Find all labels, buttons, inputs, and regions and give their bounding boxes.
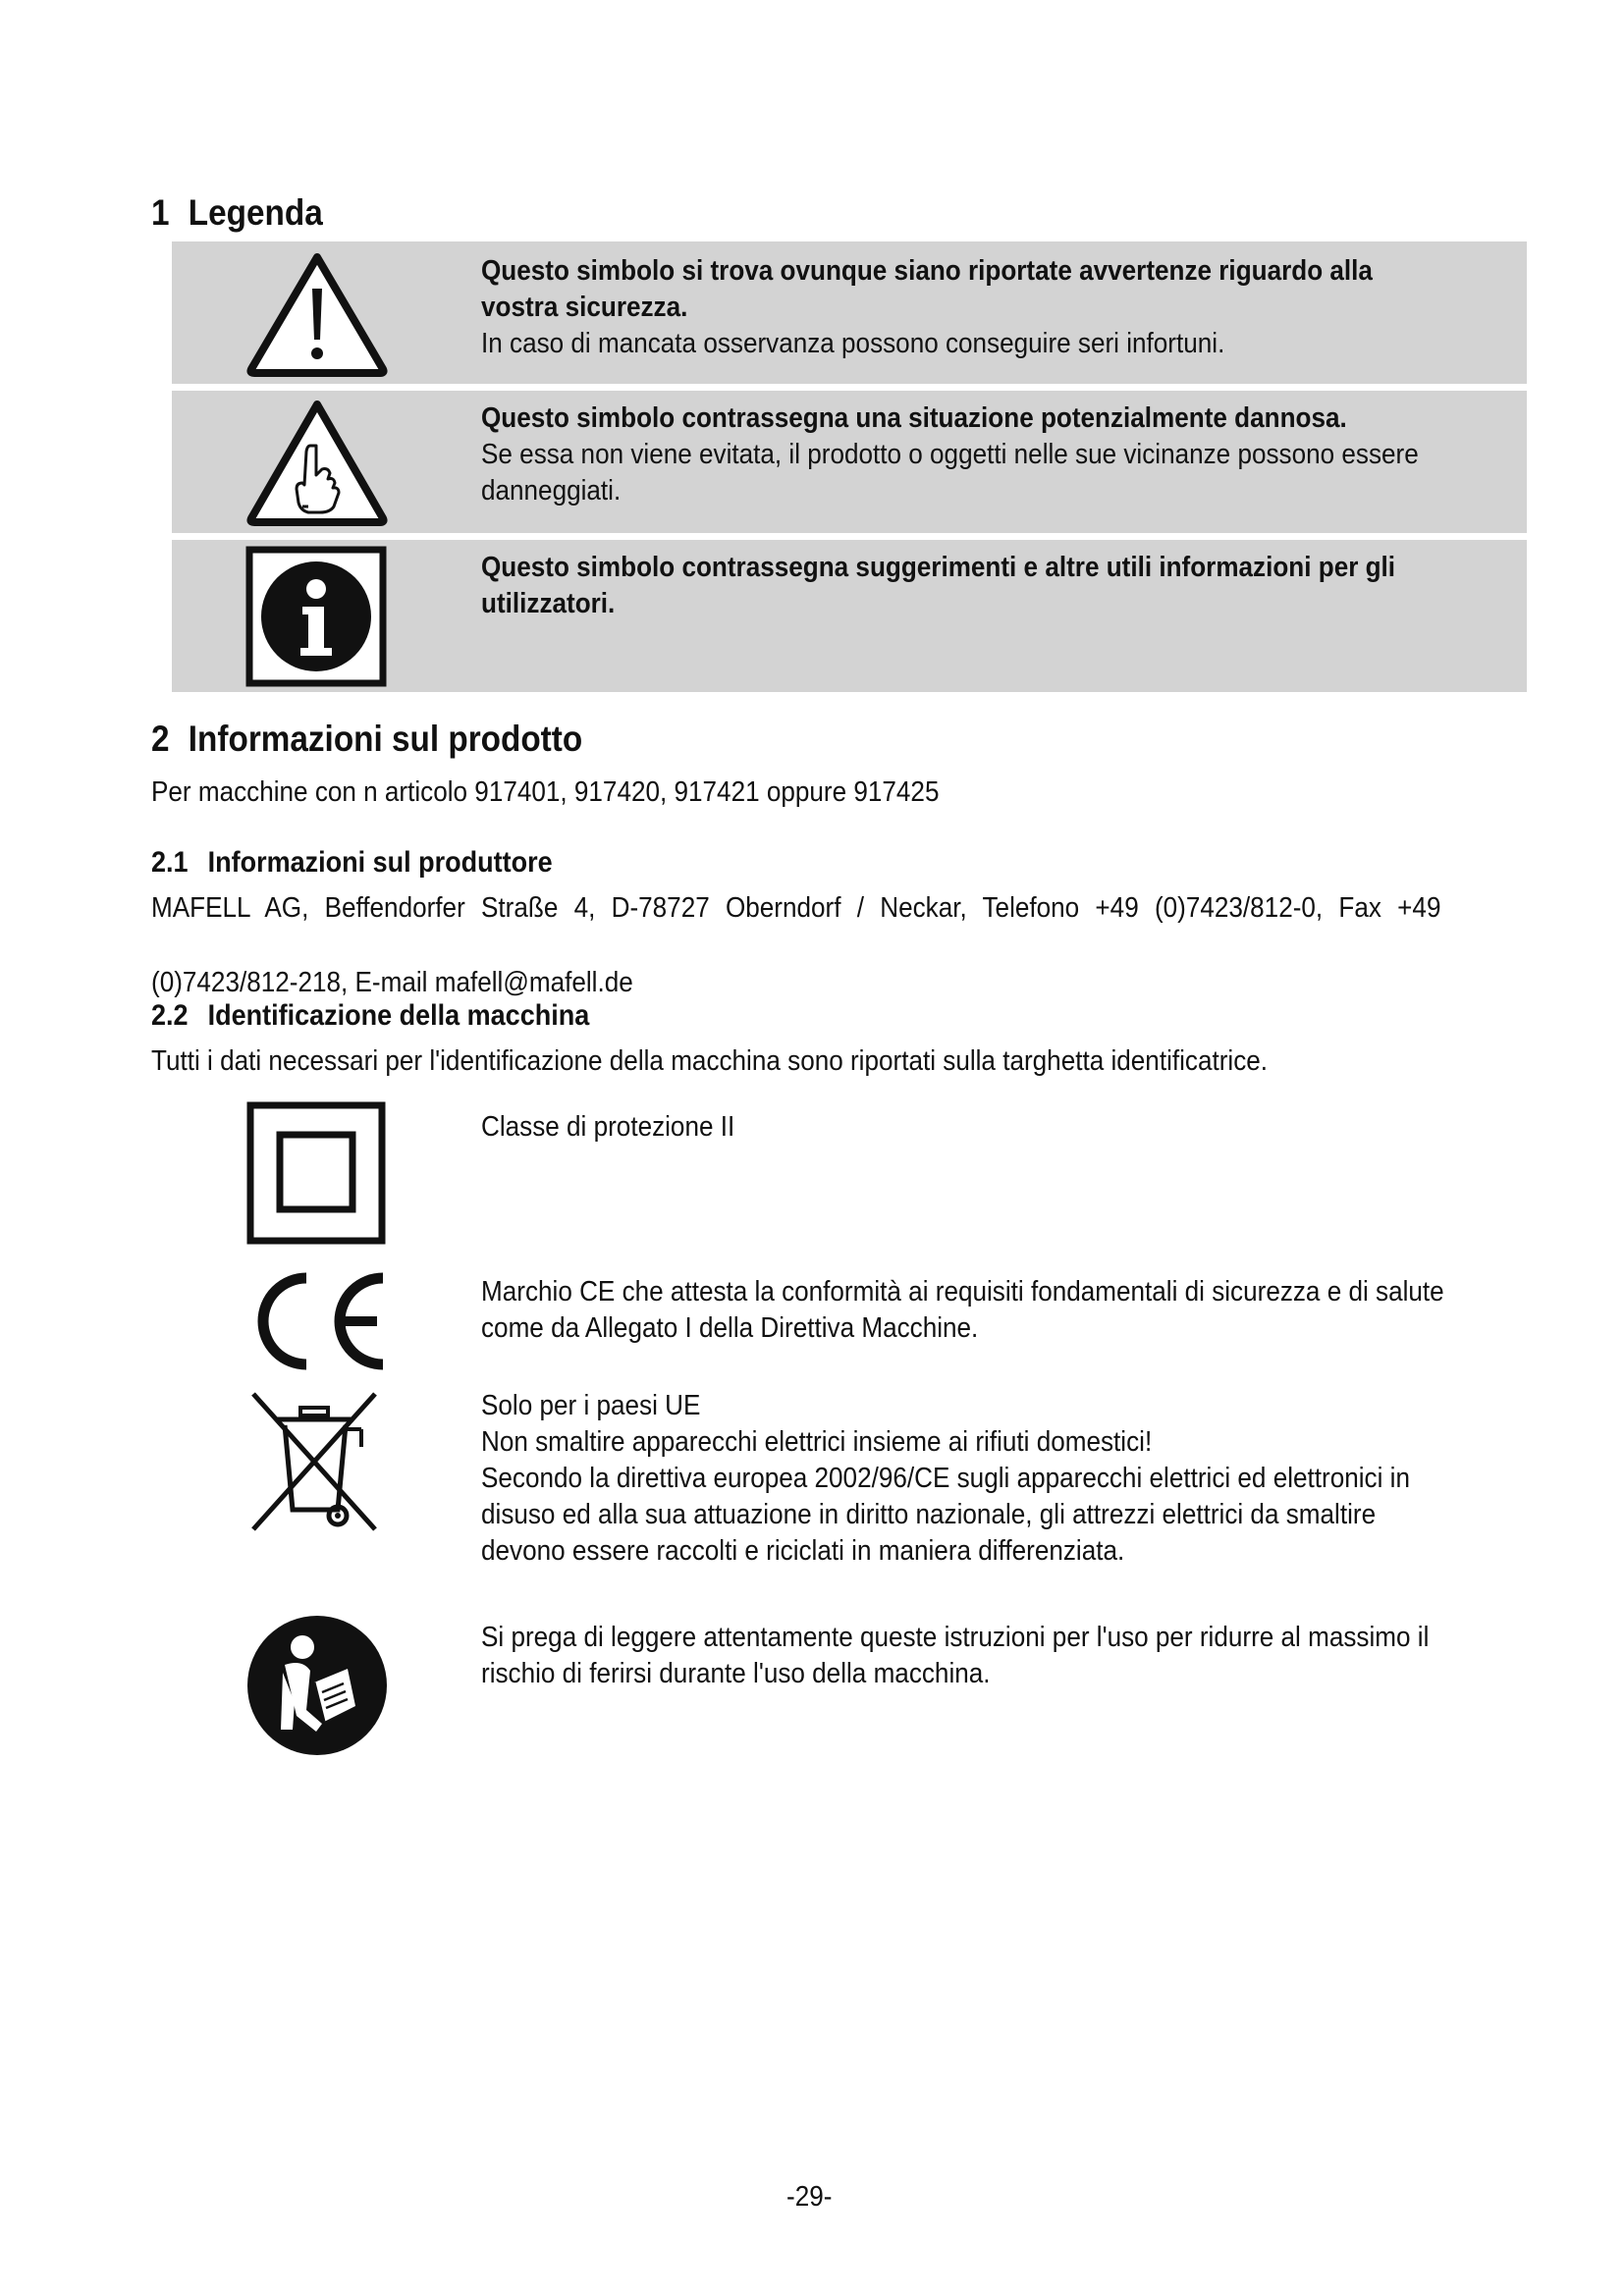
symbol-line: Classe di protezione II — [481, 1111, 735, 1143]
product-intro — [151, 774, 1027, 811]
subsection-2-2-heading — [151, 999, 638, 1033]
subsection-title: Informazioni sul produttore — [207, 846, 553, 879]
protection-class-ii-icon — [246, 1101, 386, 1245]
symbol-text-read-manual — [481, 1620, 1535, 1692]
legend-text-info — [481, 550, 1497, 622]
symbol-line: Secondo la direttiva europea 2002/96/CE sugli apparecchi elettrici ed elettronici in — [481, 1463, 1410, 1494]
symbol-line: come da Allegato I della Direttiva Macchine. — [481, 1312, 979, 1344]
legend-bold-line: Questo simbolo si trova ovunque siano riportate avvertenze riguardo alla — [481, 255, 1373, 287]
caution-hand-triangle-icon — [244, 397, 391, 528]
symbol-line: devono essere raccolti e riciclati in maniera differenziata. — [481, 1535, 1125, 1567]
section-number: 2 — [151, 719, 170, 759]
symbol-text-weee — [481, 1388, 1513, 1570]
crossed-bin-icon — [247, 1390, 381, 1533]
section-title: Legenda — [188, 192, 323, 233]
read-manual-icon — [245, 1614, 389, 1757]
product-intro-text: Per macchine con n articolo 917401, 917420, 917421 oppure 917425 — [151, 776, 940, 808]
symbol-line: rischio di ferirsi durante l'uso della macchina. — [481, 1658, 991, 1689]
legend-bold-line: Questo simbolo contrassegna suggerimenti e altre utili informazioni per gli — [481, 552, 1396, 583]
subsection-number: 2.2 — [151, 999, 189, 1032]
subsection-title: Identificazione della macchina — [207, 999, 590, 1032]
manufacturer-info — [151, 889, 1620, 1001]
legend-text-line: danneggiati. — [481, 475, 622, 507]
legend-text-line: In caso di mancata osservanza possono conseguire seri infortuni. — [481, 328, 1225, 359]
page-number — [0, 2181, 1624, 2214]
manufacturer-line-1 — [151, 889, 1473, 927]
symbol-line: Solo per i paesi UE — [481, 1390, 701, 1421]
legend-bold-line: Questo simbolo contrassegna una situazione potenzialmente dannosa. — [481, 402, 1347, 434]
identification-intro-text: Tutti i dati necessari per l'identificazione della macchina sono riportati sulla targhetta identificatrice. — [151, 1045, 1269, 1077]
manufacturer-line-1-text: MAFELL AG, Beffendorfer Straße 4, D-78727 Oberndorf / Neckar, Telefono +49 (0)7423/812-0, Fax +49 — [151, 892, 1441, 924]
page-number-text: -29- — [786, 2181, 833, 2213]
legend-bold-line: utilizzatori. — [481, 588, 616, 619]
legend-text-line: Se essa non viene evitata, il prodotto o oggetti nelle sue vicinanze possono essere — [481, 439, 1419, 470]
info-icon — [245, 546, 387, 687]
symbol-line: Non smaltire apparecchi elettrici insieme ai rifiuti domestici! — [481, 1426, 1153, 1458]
symbol-text-protection-class — [481, 1109, 763, 1146]
manufacturer-line-2: (0)7423/812-218, E-mail mafell@mafell.de — [151, 967, 633, 998]
legend-text-warning — [481, 253, 1472, 362]
section-title: Informazioni sul prodotto — [188, 719, 583, 759]
subsection-number: 2.1 — [151, 846, 189, 879]
ce-mark-icon — [245, 1268, 391, 1374]
legend-text-caution — [481, 400, 1523, 509]
symbol-text-ce — [481, 1274, 1551, 1347]
symbol-line: disuso ed alla sua attuazione in diritto nazionale, gli attrezzi elettrici da smaltire — [481, 1499, 1377, 1530]
legend-bold-line: vostra sicurezza. — [481, 292, 688, 323]
symbol-line: Si prega di leggere attentamente queste istruzioni per l'uso per ridurre al massimo il — [481, 1622, 1430, 1653]
section-2-heading — [151, 719, 630, 760]
section-1-heading — [151, 192, 342, 234]
identification-intro — [151, 1042, 1391, 1080]
warning-triangle-icon — [244, 249, 391, 379]
symbol-line: Marchio CE che attesta la conformità ai requisiti fondamentali di sicurezza e di salute — [481, 1276, 1444, 1308]
subsection-2-1-heading — [151, 846, 597, 880]
section-number: 1 — [151, 192, 170, 233]
